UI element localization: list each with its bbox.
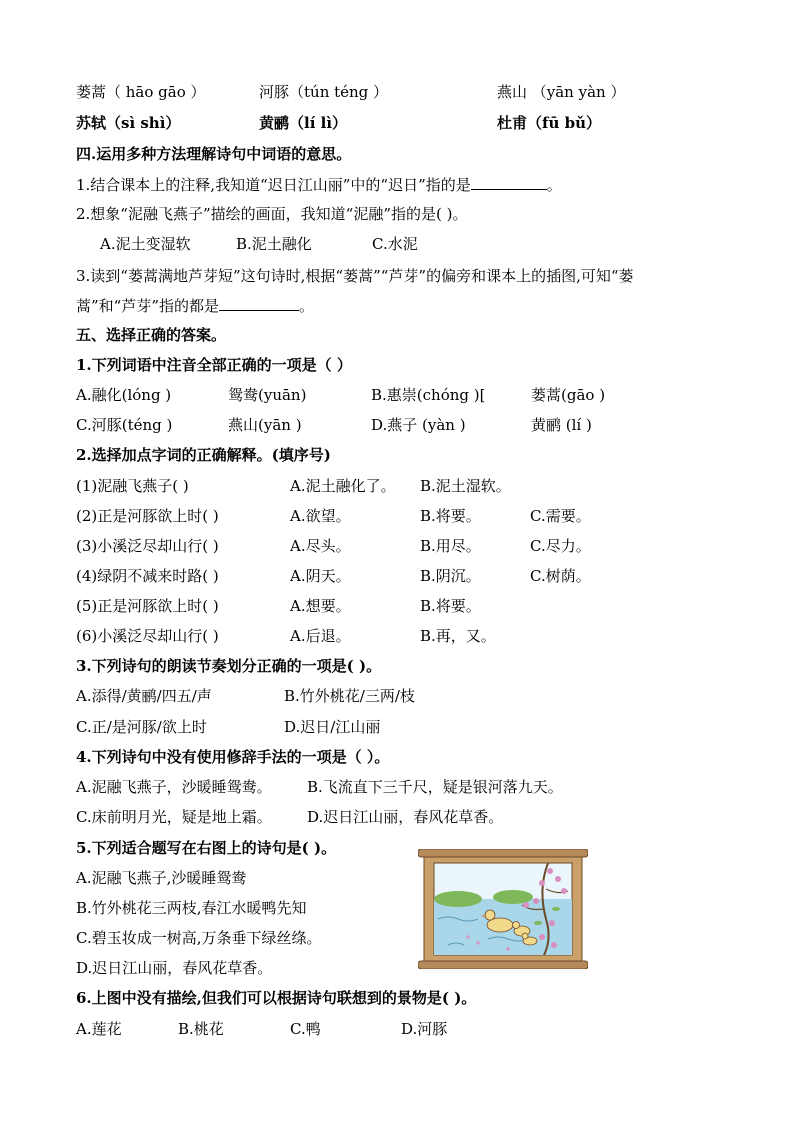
- pinyin-item-yanshan: 燕山 （yān yàn ）: [497, 83, 626, 101]
- s4-question-3-line1: 3.读到“蒌蒿满地芦芽短”这句诗时,根据“蒌蒿”“芦芽”的偏旁和课本上的插图,可知“蒌: [76, 267, 634, 285]
- s5-q1-stem: 1.下列词语中注音全部正确的一项是（ ）: [76, 356, 352, 374]
- s5-q1-option: A.融化(lóng ): [76, 386, 172, 404]
- s5-q4-option: A.泥融飞燕子，沙暖睡鸳鸯。: [76, 778, 272, 796]
- s5-q3-option: A.添得/黄鹂/四五/声: [76, 687, 212, 705]
- pinyin-item-sushi: 苏轼（sì shì）: [76, 114, 181, 132]
- s5-q2-option: A.后退。: [290, 627, 351, 645]
- s5-q6-option: D.河豚: [401, 1020, 448, 1038]
- s4-q2-option-a: A.泥土变湿软: [100, 235, 191, 253]
- s5-q2-item: (1)泥融飞燕子( ): [76, 477, 189, 495]
- s4-question-2: 2.想象“泥融飞燕子”描绘的画面，我知道“泥融”指的是( )。: [76, 205, 468, 223]
- s5-q2-item: (2)正是河豚欲上时( ): [76, 507, 219, 525]
- s5-q2-item: (3)小溪泛尽却山行( ): [76, 537, 219, 555]
- s4-q1-end: 。: [546, 176, 562, 194]
- s4-q2-option-b: B.泥土融化: [236, 235, 312, 253]
- s5-q6-stem: 6.上图中没有描绘,但我们可以根据诗句联想到的景物是( )。: [76, 989, 477, 1007]
- s5-q4-option: D.迟日江山丽，春风花草香。: [307, 808, 504, 826]
- s5-q1-option: D.燕子 (yàn ): [371, 416, 466, 434]
- pinyin-item-dufu: 杜甫（fū bǔ）: [497, 114, 601, 132]
- s4-q3-end: 。: [299, 297, 315, 315]
- answer-blank[interactable]: [219, 294, 299, 311]
- s5-q2-option: A.尽头。: [290, 537, 351, 555]
- s4-question-3-line2: [76, 294, 314, 317]
- s5-q2-option: B.泥土湿软。: [420, 477, 511, 495]
- s5-q2-option: B.阴沉。: [420, 567, 481, 585]
- s5-q4-option: C.床前明月光，疑是地上霜。: [76, 808, 272, 826]
- s5-q4-option: B.飞流直下三千尺，疑是银河落九天。: [307, 778, 563, 796]
- s5-q6-option: B.桃花: [178, 1020, 224, 1038]
- s4-q2-option-c: C.水泥: [372, 235, 418, 253]
- s5-q2-option: B.将要。: [420, 507, 481, 525]
- s5-q2-option: B.将要。: [420, 597, 481, 615]
- s5-q1-option: 鸳鸯(yuān): [228, 386, 307, 404]
- s5-q5-option: D.迟日江山丽，春风花草香。: [76, 959, 273, 977]
- s5-q5-option: A.泥融飞燕子,沙暖睡鸳鸯: [76, 869, 247, 887]
- section-5-title: 五、选择正确的答案。: [76, 326, 227, 344]
- s5-q2-item: (6)小溪泛尽却山行( ): [76, 627, 219, 645]
- s5-q3-option: B.竹外桃花/三两/枝: [284, 687, 415, 705]
- answer-blank[interactable]: [471, 173, 547, 190]
- s5-q5-option: C.碧玉妆成一树高,万条垂下绿丝绦。: [76, 929, 322, 947]
- s5-q2-item: (4)绿阴不减来时路( ): [76, 567, 219, 585]
- s5-q2-option: A.阴天。: [290, 567, 351, 585]
- s5-q2-option: A.泥土融化了。: [290, 477, 396, 495]
- s5-q1-option: 黄鹂 (lí ): [531, 416, 592, 434]
- scroll-painting-ducks-in-pond-icon: [418, 849, 588, 969]
- s5-q2-option: A.想要。: [290, 597, 351, 615]
- s5-q1-option: B.惠崇(chóng )[: [371, 386, 486, 404]
- s5-q6-option: C.鸭: [290, 1020, 321, 1038]
- s5-q2-option: C.需要。: [530, 507, 591, 525]
- s5-q1-option: 蒌蒿(gāo ): [531, 386, 606, 404]
- pinyin-item-huangli: 黄鹂（lí lì）: [259, 114, 348, 132]
- s4-q1-text: 1.结合课本上的注释,我知道“迟日江山丽”中的“迟日”指的是: [76, 176, 471, 194]
- s5-q1-option: C.河豚(téng ): [76, 416, 173, 434]
- s5-q5-option: B.竹外桃花三两枝,春江水暖鸭先知: [76, 899, 307, 917]
- s5-q2-item: (5)正是河豚欲上时( ): [76, 597, 219, 615]
- section-4-title: 四.运用多种方法理解诗句中词语的意思。: [76, 145, 352, 163]
- s5-q2-option: C.尽力。: [530, 537, 591, 555]
- s4-question-1: [76, 173, 562, 196]
- s5-q2-option: B.再，又。: [420, 627, 496, 645]
- s5-q6-option: A.莲花: [76, 1020, 122, 1038]
- s5-q5-stem: 5.下列适合题写在右图上的诗句是( )。: [76, 839, 337, 857]
- s5-q2-stem: 2.选择加点字词的正确解释。(填序号): [76, 446, 331, 464]
- s5-q2-option: C.树荫。: [530, 567, 591, 585]
- pinyin-item-lougao: 蒌蒿（ hāo gāo ）: [76, 83, 206, 101]
- s5-q3-option: C.正/是河豚/欲上时: [76, 718, 207, 736]
- s5-q2-option: A.欲望。: [290, 507, 351, 525]
- pinyin-item-hetun: 河豚（tún téng ）: [259, 83, 389, 101]
- s5-q1-option: 燕山(yān ): [228, 416, 302, 434]
- s5-q3-option: D.迟日/江山丽: [284, 718, 381, 736]
- s5-q4-stem: 4.下列诗句中没有使用修辞手法的一项是（ ）。: [76, 748, 390, 766]
- s5-q3-stem: 3.下列诗句的朗读节奏划分正确的一项是( )。: [76, 657, 382, 675]
- s5-q2-option: B.用尽。: [420, 537, 481, 555]
- s4-q3-text: 蒿”和“芦芽”指的都是: [76, 297, 220, 315]
